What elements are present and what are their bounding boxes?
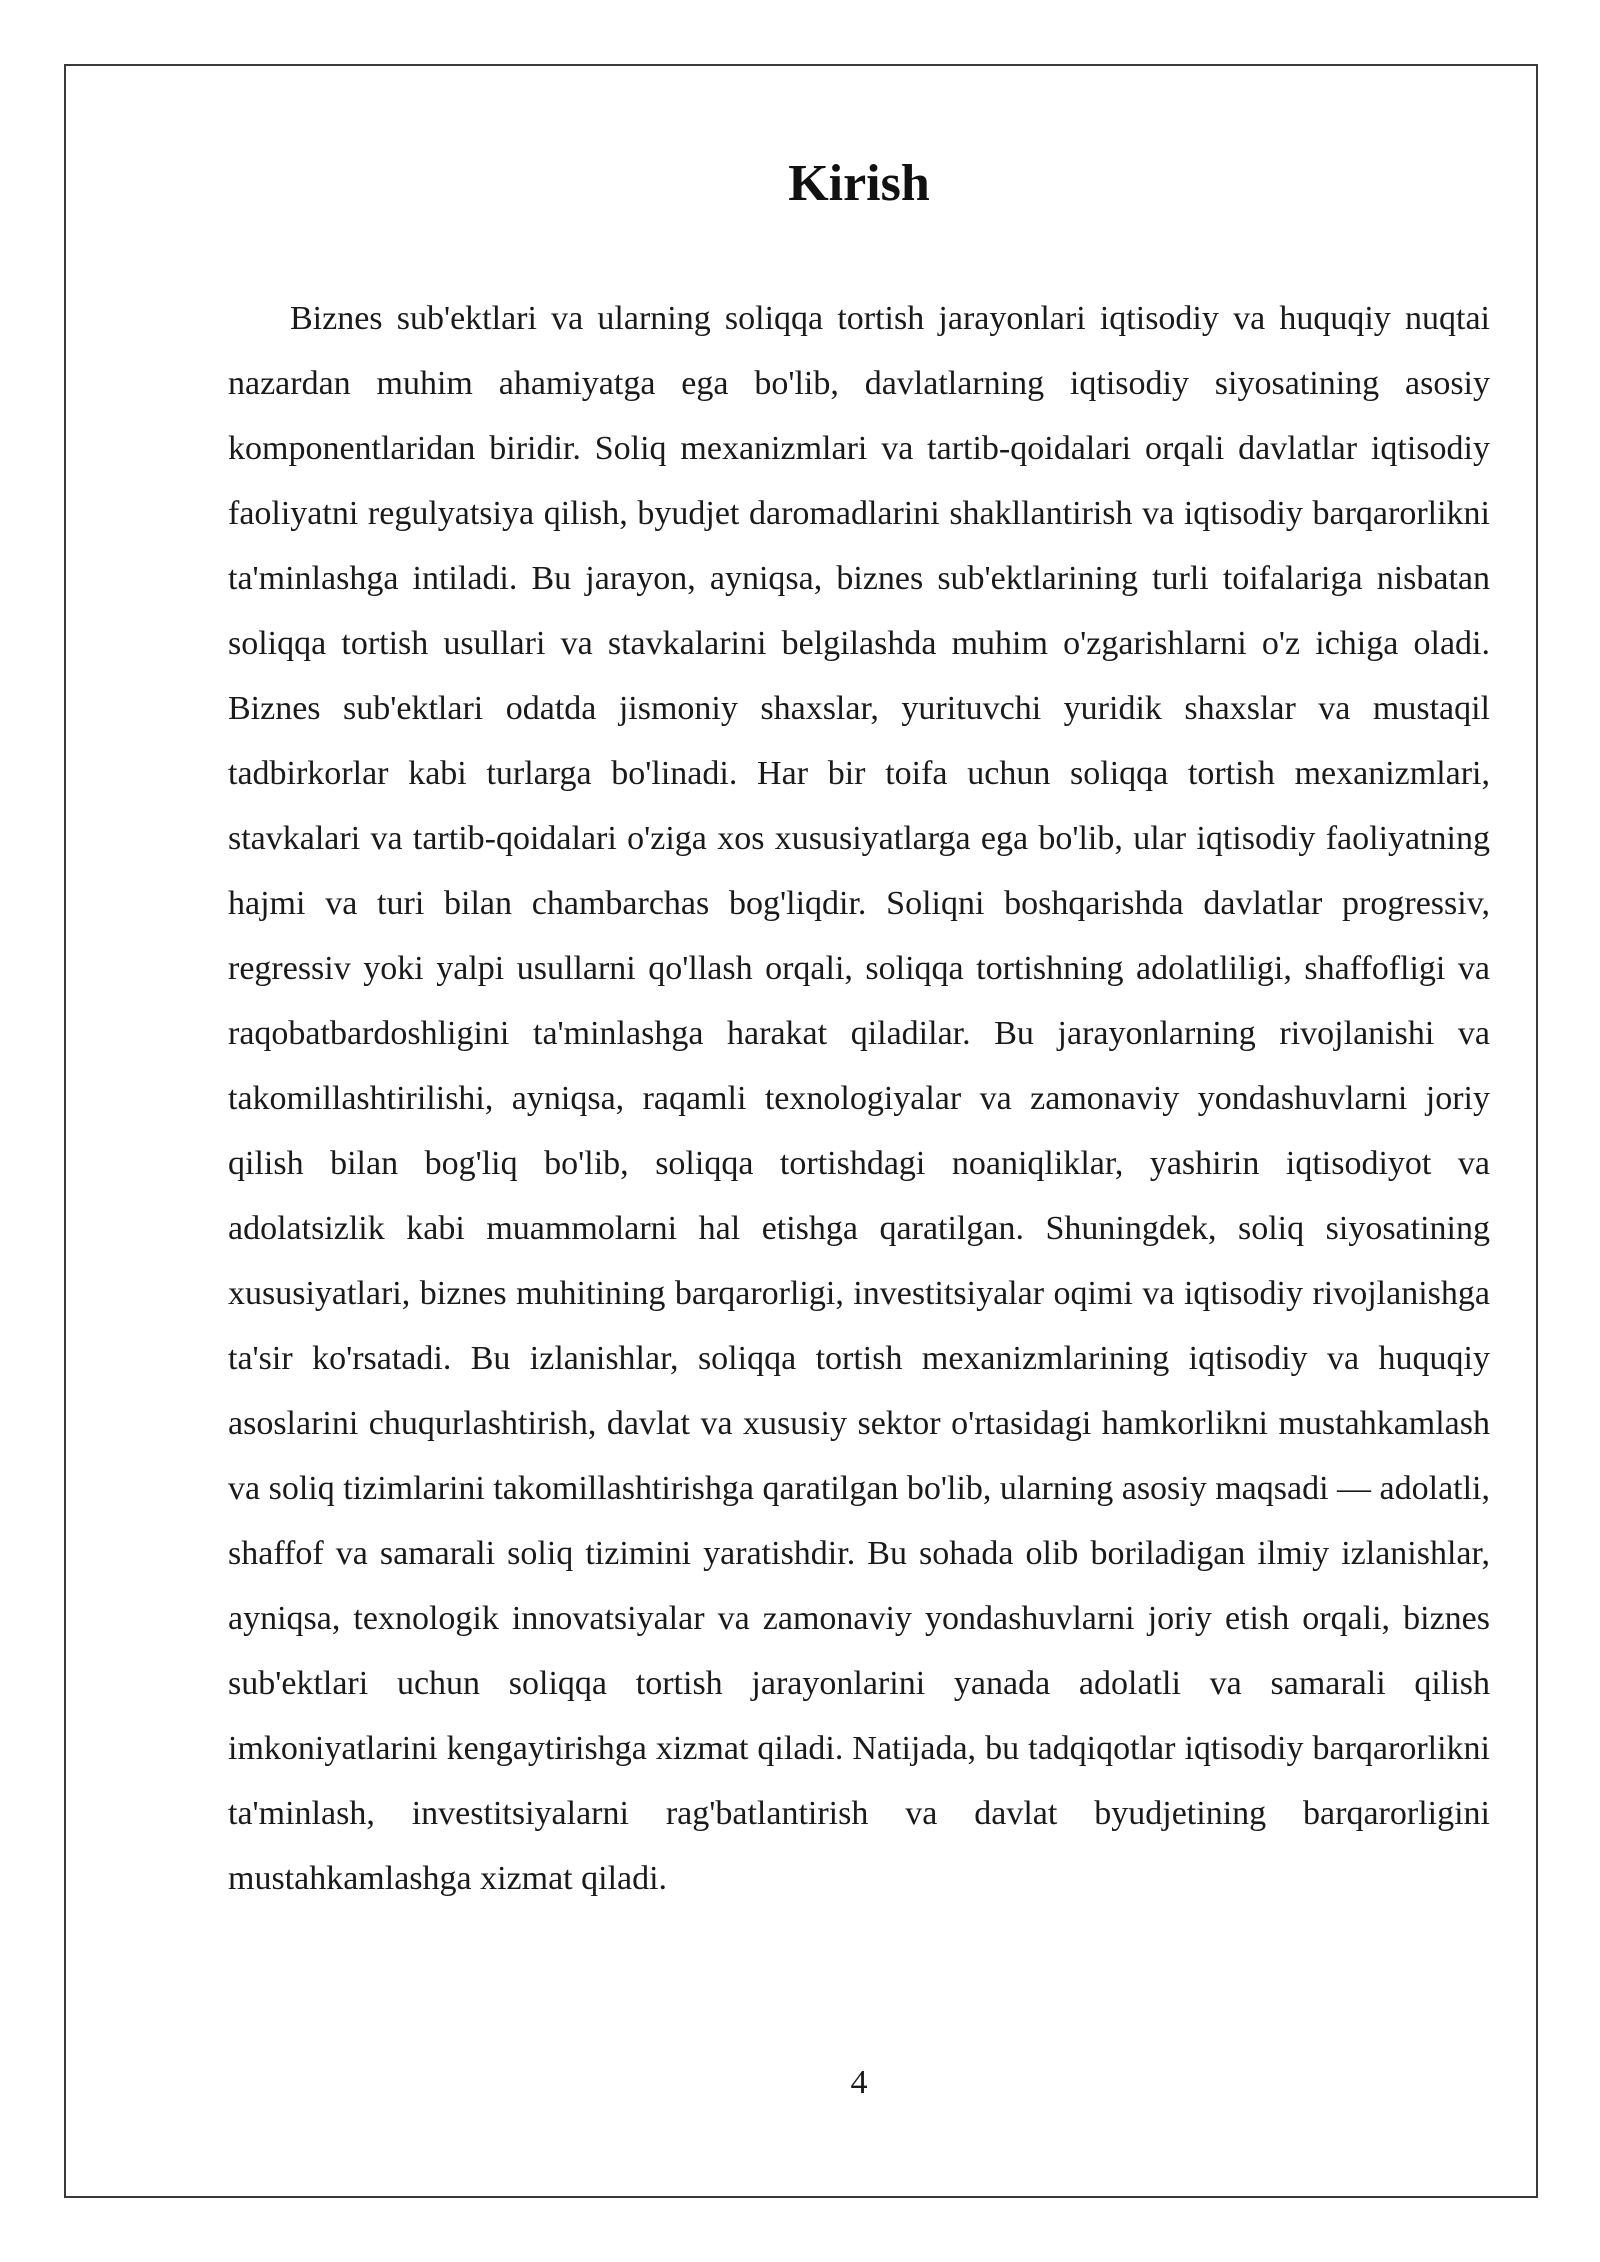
page-number: 4 <box>850 2064 868 2101</box>
page-title: Kirish <box>788 155 930 212</box>
body-paragraph: Biznes sub'ektlari va ularning soliqqa tortish jarayonlari iqtisodiy va huquqiy nuqtai nazardan muhim ahamiyatga ega bo'lib, davlatlarning iqtisodiy siyosatining asosiy komponentlaridan biridir. Soliq mexanizmlari va tartib-qoidalari orqali davlatlar iqtisodiy faoliyatni regulyatsiya qilish, byudjet daromadlarini shakllantirish va iqtisodiy barqarorlikni ta'minlashga intiladi. Bu jarayon, ayniqsa, biznes sub'ektlarining turli toifalariga nisbatan soliqqa tortish usullari va stavkalarini belgilashda muhim o'zgarishlarni o'z ichiga oladi. Biznes sub'ektlari odatda jismoniy shaxslar, yurituvchi yuridik shaxslar va mustaqil tadbirkorlar kabi turlarga bo'linadi. Har bir toifa uchun soliqqa tortish mexanizmlari, stavkalari va tartib-qoidalari o'ziga xos xususiyatlarga ega bo'lib, ular iqtisodiy faoliyatning hajmi va turi bilan chambarchas bog'liqdir. Soliqni boshqarishda davlatlar progressiv, regressiv yoki yalpi usullarni qo'llash orqali, soliqqa tortishning adolatliligi, shaffofligi va raqobatbardoshligini ta'minlashga harakat qiladilar. Bu jarayonlarning rivojlanishi va takomillashtirilishi, ayniqsa, raqamli texnologiyalar va zamonaviy yondashuvlarni joriy qilish bilan bog'liq bo'lib, soliqqa tortishdagi noaniqliklar, yashirin iqtisodiyot va adolatsizlik kabi muammolarni hal etishga qaratilgan. Shuningdek, soliq siyosatining xususiyatlari, biznes muhitining barqarorligi, investitsiyalar oqimi va iqtisodiy rivojlanishga ta'sir ko'rsatadi. Bu izlanishlar, soliqqa tortish mexanizmlarining iqtisodiy va huquqiy asoslarini chuqurlashtirish, davlat va xususiy sektor o'rtasidagi hamkorlikni mustahkamlash va soliq tizimlarini takomillashtirishga qaratilgan bo'lib, ularning asosiy maqsadi — adolatli, shaffof va samarali soliq tizimini yaratishdir. Bu sohada olib boriladigan ilmiy izlanishlar, ayniqsa, texnologik innovatsiyalar va zamonaviy yondashuvlarni joriy etish orqali, biznes sub'ektlari uchun soliqqa tortish jarayonlarini yanada adolatli va samarali qilish imkoniyatlarini kengaytirishga xizmat qiladi. Natijada, bu tadqiqotlar iqtisodiy barqarorlikni ta'minlash, investitsiyalarni rag'batlantirish va davlat byudjetining barqarorligini mustahkamlashga xizmat qiladi. <box>228 300 1491 1897</box>
